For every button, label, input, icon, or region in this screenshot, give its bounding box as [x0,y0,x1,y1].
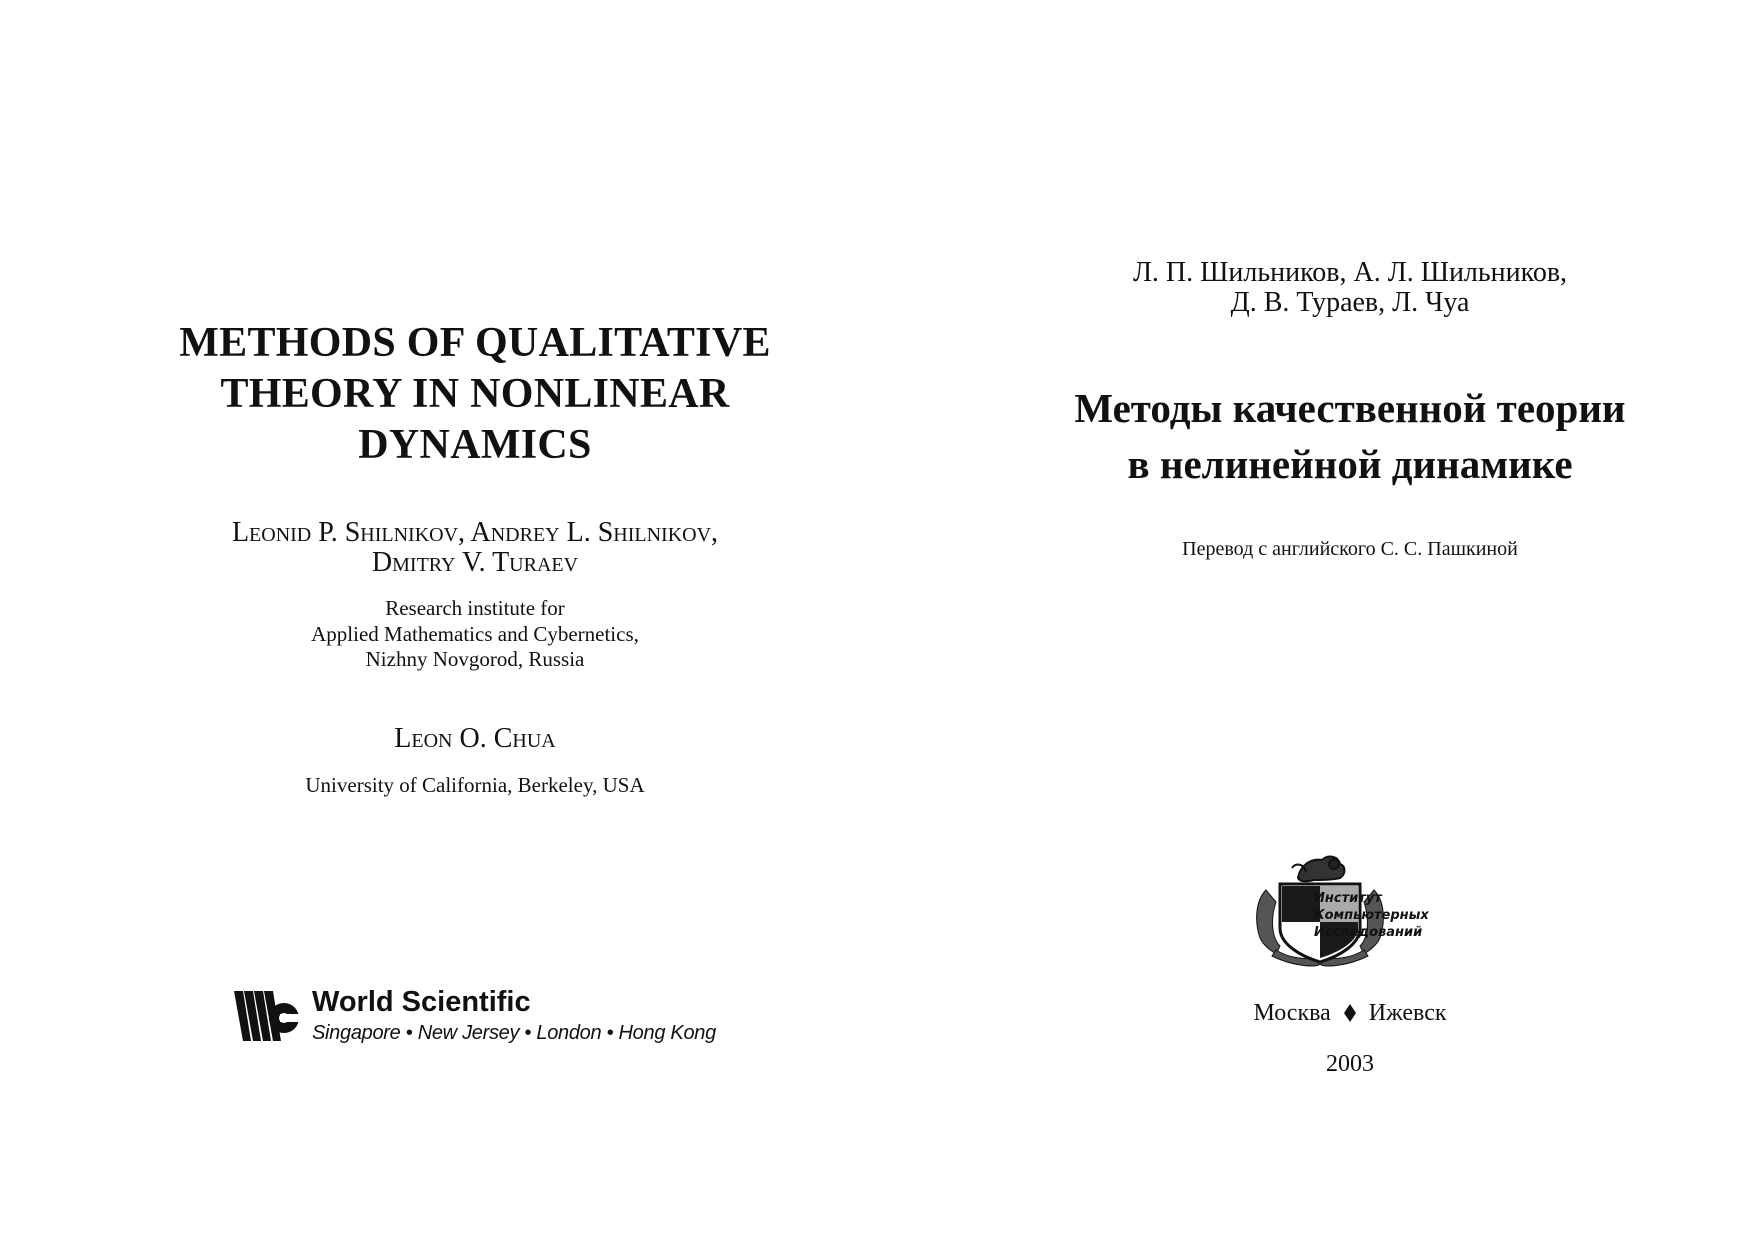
publisher-name: World Scientific [312,986,531,1018]
authors-line: Л. П. Шильников, А. Л. Шильников, [1132,257,1568,288]
affiliation-line: Research institute for [385,596,565,620]
affiliation-line: Applied Mathematics and Cybernetics, [311,621,639,646]
english-affiliation [150,596,800,673]
title-line: DYNAMICS [358,422,592,468]
authors-line: Dmitry V. Turaev [371,547,579,578]
title-line: в нелинейной динамике [1127,441,1573,487]
publisher-logo [234,985,754,1055]
russian-book-title [990,380,1710,492]
city-izhevsk: Ижевск [1368,1000,1447,1026]
english-book-title [150,318,800,471]
russian-authors [990,258,1710,318]
translation-credit: Перевод с английского С. С. Пашкиной [1182,538,1518,560]
title-line: THEORY IN NONLINEAR [220,371,730,417]
english-second-affiliation: University of California, Berkeley, USA [305,773,645,797]
publisher-cities: Singapore • New Jersey • London • Hong Kong [312,1022,716,1044]
emblem-text-line: Институт [1314,891,1382,906]
emblem-text-line: Исследований [1314,925,1423,940]
world-scientific-ws-logo-icon [234,985,308,1047]
title-line: METHODS OF QUALITATIVE [179,320,771,366]
diamond-icon [1343,1003,1357,1023]
publication-year: 2003 [1326,1051,1374,1077]
institute-crest-emblem-icon [1236,850,1476,972]
right-title-page [950,0,1754,1240]
authors-line: Leonid P. Shilnikov, Andrey L. Shilnikov, [231,517,719,548]
affiliation-line: Nizhny Novgorod, Russia [365,647,585,671]
publication-cities [990,998,1710,1028]
city-moscow: Москва [1253,1000,1331,1026]
authors-line: Д. В. Тураев, Л. Чуа [1230,287,1470,318]
english-second-author: Leon O. Chua [394,723,556,754]
title-line: Методы качественной теории [1074,385,1626,431]
emblem-text-line: Компьютерных [1314,908,1429,923]
english-authors [150,518,800,578]
